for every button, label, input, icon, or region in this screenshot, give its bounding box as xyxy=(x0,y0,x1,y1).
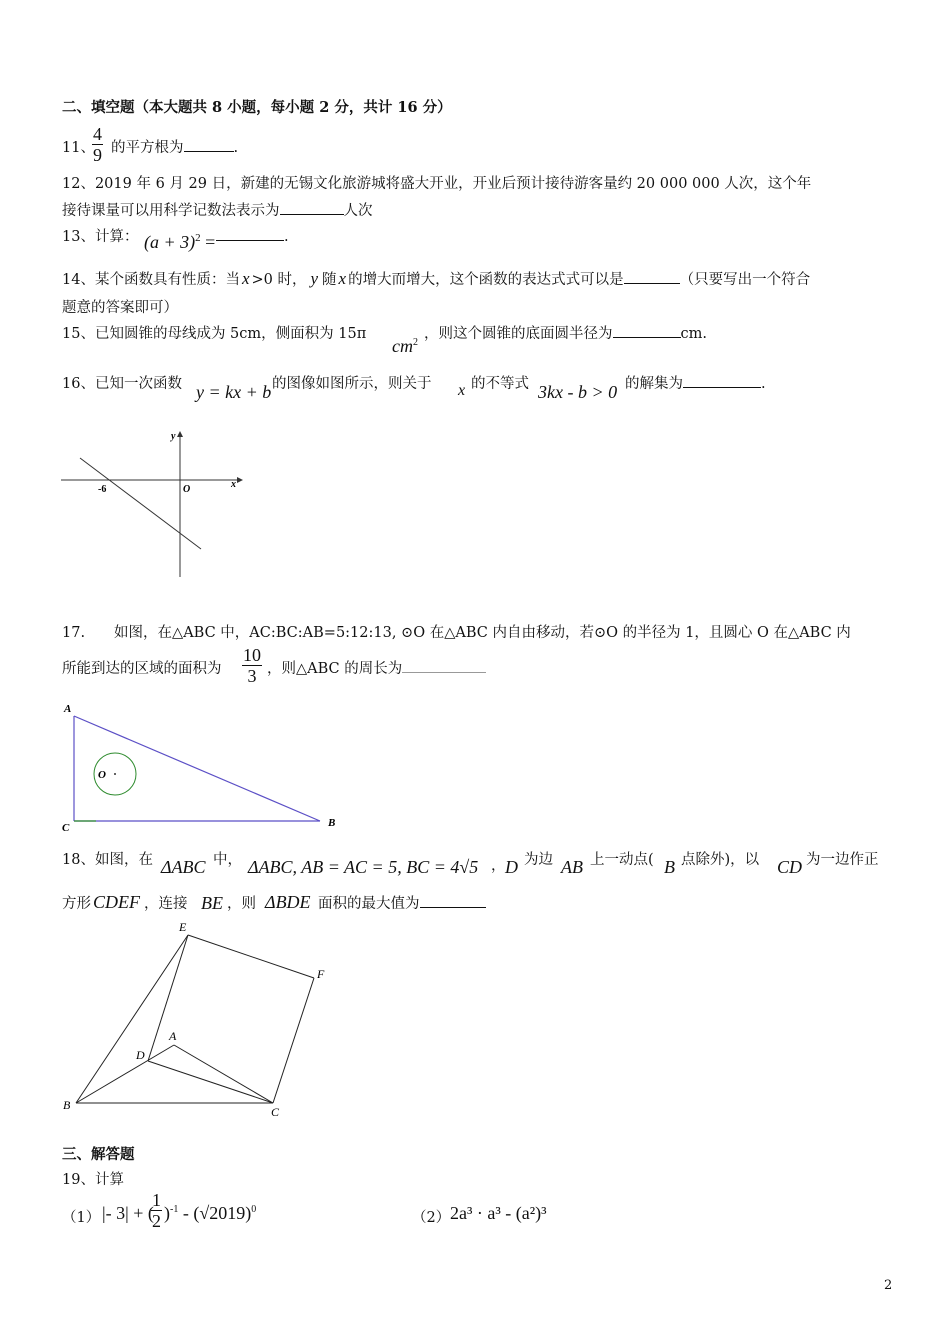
q16-text-d-wrap xyxy=(625,372,766,393)
q19-part-1-b: ) xyxy=(164,1203,170,1223)
q13-end: . xyxy=(284,229,289,245)
q17-answer-blank xyxy=(402,658,486,673)
q15-text-b-wrap xyxy=(424,322,707,343)
q19-part-1-fraction xyxy=(151,1190,162,1231)
q14-answer-blank xyxy=(624,269,680,284)
q16-x-arrow-icon xyxy=(237,477,243,483)
q17-label-o: O xyxy=(98,769,106,781)
q13-exp: 2 xyxy=(195,232,201,244)
q16-inequality: 3kx - b > 0 xyxy=(538,382,618,402)
q18-seg-ab: AB xyxy=(561,857,583,877)
q12-line-1: 12、2019 年 6 月 29 日，新建的无锡文化旅游城将盛大开业，开业后预计接待游客量约 20 000 000 人次，这个年 xyxy=(62,176,812,192)
q18-text-b: 中， xyxy=(213,852,242,868)
q18-label-a: A xyxy=(169,1029,177,1043)
q18-line-2-d-wrap xyxy=(318,892,486,913)
q18-seg-dc xyxy=(148,1061,273,1103)
q17-line-1: 17. 如图，在△ABC 中，AC:BC:AB=5:12:13, ⊙O 在△ABC 内自由移动，若⊙O 的半径为 1，且圆心 O 在△ABC 内 xyxy=(62,625,851,641)
q14-var-y: y xyxy=(310,269,319,288)
q17-fraction xyxy=(242,645,262,686)
q19-part-1-a: |- 3| + ( xyxy=(102,1203,154,1223)
section-3-heading: 三、解答题 xyxy=(62,1146,135,1163)
q16-text-a: 16、已知一次函数 xyxy=(62,376,182,392)
q19-part-1-c: - (√2019) xyxy=(178,1203,252,1223)
q15-unit-exp: 2 xyxy=(413,337,418,348)
q18-side-ac xyxy=(174,1045,273,1103)
q17-center-dot xyxy=(114,773,116,775)
q18-line-2-a: 方形 xyxy=(62,896,91,912)
page-number: 2 xyxy=(884,1278,893,1293)
q18-seg-fc xyxy=(273,978,314,1103)
q11-end: . xyxy=(233,140,239,156)
q15-text-b: ，则这个圆锥的底面圆半径为 xyxy=(424,326,613,342)
q18-label-f: F xyxy=(317,967,325,981)
q19-part-1-exp2: 0 xyxy=(251,1204,257,1215)
q19-part-1-label: （1） xyxy=(62,1210,101,1226)
q17-label-b: B xyxy=(328,817,336,829)
q12-unit: 人次 xyxy=(343,203,373,219)
q14-text-a: 14、某个函数具有性质：当 xyxy=(62,272,240,288)
q12-line-2 xyxy=(62,199,373,220)
q19-label: 19、计算 xyxy=(62,1172,124,1188)
q19-part-2-label: （2） xyxy=(412,1210,451,1226)
q15-text-a: 15、已知圆锥的母线成为 5cm，侧面积为 15π xyxy=(62,326,367,342)
q16-intercept-label: -6 xyxy=(98,484,107,495)
q13-answer-blank xyxy=(216,226,284,241)
q17-side-ab xyxy=(74,716,320,821)
q12-answer-blank xyxy=(280,200,344,215)
q18-side-ba xyxy=(76,1045,174,1103)
q18-label-e: E xyxy=(179,920,187,934)
q19-part-2-expr: 2a³ · a³ - (a²)³ xyxy=(450,1203,547,1223)
q16-text-c: 的不等式 xyxy=(471,376,529,392)
q16-y-label: y xyxy=(171,431,176,442)
q15-unit xyxy=(392,336,418,357)
q18-var-d: D xyxy=(505,857,518,877)
q18-text-e: 点除外)，以 xyxy=(681,852,760,868)
q18-label-c: C xyxy=(271,1105,280,1119)
q19-part-1-fraction-numerator: 1 xyxy=(152,1190,161,1210)
q17-line-2-a: 所能到达的区域的面积为 xyxy=(62,661,222,677)
q17-line-2-b-wrap xyxy=(267,657,486,678)
q17-label-a: A xyxy=(64,703,72,715)
q18-seg-ef xyxy=(188,935,314,978)
q14-line-2: 题意的答案即可） xyxy=(62,300,178,316)
q13-label: 13、计算： xyxy=(62,229,139,245)
q19-part-1-exp1: -1 xyxy=(170,1204,179,1215)
q16-x-label: x xyxy=(231,479,236,490)
q14-text-b: >0 时， xyxy=(251,272,307,288)
q18-text-f: 为一边作正 xyxy=(806,852,879,868)
q14-text-d: 的增大而增大，这个函数的表达式式可以是 xyxy=(348,272,624,288)
q11-fraction-numerator: 4 xyxy=(93,124,102,144)
q13-expr: (a + 3) xyxy=(144,232,196,252)
q14-line-1 xyxy=(62,268,810,289)
q11-text xyxy=(111,136,238,157)
q18-line-2-d: 面积的最大值为 xyxy=(318,896,420,912)
q17-label-c: C xyxy=(62,822,70,834)
q18-seg-be: BE xyxy=(201,893,223,913)
q14-text-c: 随 xyxy=(322,272,337,288)
q16-text-b: 的图像如图所示，则关于 xyxy=(272,376,432,392)
q18-triangle: ΔABC xyxy=(161,857,206,877)
q11-text-body: 的平方根为 xyxy=(111,140,184,156)
q13-expression xyxy=(144,232,215,253)
q14-var-x2: x xyxy=(338,269,347,288)
q17-fraction-numerator: 10 xyxy=(243,645,261,665)
q16-expression: y = kx + b xyxy=(196,382,272,402)
q14-var-x: x xyxy=(241,269,250,288)
q16-origin-label: O xyxy=(183,484,191,495)
q12-line-2-text: 接待课量可以用科学记数法表示为 xyxy=(62,203,280,219)
q13-answer xyxy=(216,226,289,245)
q18-line-2-b: ，连接 xyxy=(144,896,188,912)
q18-label-b: B xyxy=(63,1098,71,1112)
q19-part-1-b-wrap xyxy=(164,1203,256,1224)
q18-square: CDEF xyxy=(93,892,140,912)
q19-part-1-fraction-denominator: 2 xyxy=(152,1211,161,1231)
q18-comma: ， xyxy=(491,858,506,874)
q18-var-b: B xyxy=(664,857,675,877)
q15-answer-blank xyxy=(613,323,681,338)
q11-fraction-denominator: 9 xyxy=(93,145,102,165)
q17-figure xyxy=(58,698,348,838)
q11-fraction xyxy=(92,124,103,165)
q18-answer-blank xyxy=(420,893,486,908)
q18-seg-cd: CD xyxy=(777,857,803,877)
q18-seg-de xyxy=(148,935,188,1061)
q18-line-2-c: ，则 xyxy=(227,896,256,912)
q11-answer-blank xyxy=(184,137,234,152)
q18-text-a: 18、如图，在 xyxy=(62,852,153,868)
q13-eq: = xyxy=(205,232,216,252)
q16-text-d: 的解集为 xyxy=(625,376,683,392)
q18-figure xyxy=(55,918,345,1128)
q16-function-line xyxy=(80,458,201,549)
q11-number: 11、 xyxy=(62,140,95,156)
q18-text-c: 为边 xyxy=(524,852,553,868)
q18-triangle-bde: ΔBDE xyxy=(265,892,311,912)
q18-seg-be xyxy=(76,935,188,1103)
q16-graph xyxy=(55,425,255,585)
q15-end: cm. xyxy=(680,326,707,342)
q14-text-e: （只要写出一个符合 xyxy=(679,272,811,288)
q17-fraction-denominator: 3 xyxy=(247,666,257,686)
q17-line-2-b: ，则△ABC 的周长为 xyxy=(267,661,403,677)
q16-y-arrow-icon xyxy=(177,431,183,437)
q15-unit-cm: cm xyxy=(392,336,413,356)
q16-var: x xyxy=(458,382,466,399)
q18-label-d: D xyxy=(136,1048,145,1062)
q16-answer-blank xyxy=(683,373,761,388)
q18-text-d: 上一动点( xyxy=(590,852,654,868)
q18-condition: ΔABC, AB = AC = 5, BC = 4√5 xyxy=(248,857,479,877)
section-2-heading: 二、填空题（本大题共 8 小题，每小题 2 分，共计 16 分） xyxy=(62,99,452,116)
q16-end: . xyxy=(761,376,766,392)
